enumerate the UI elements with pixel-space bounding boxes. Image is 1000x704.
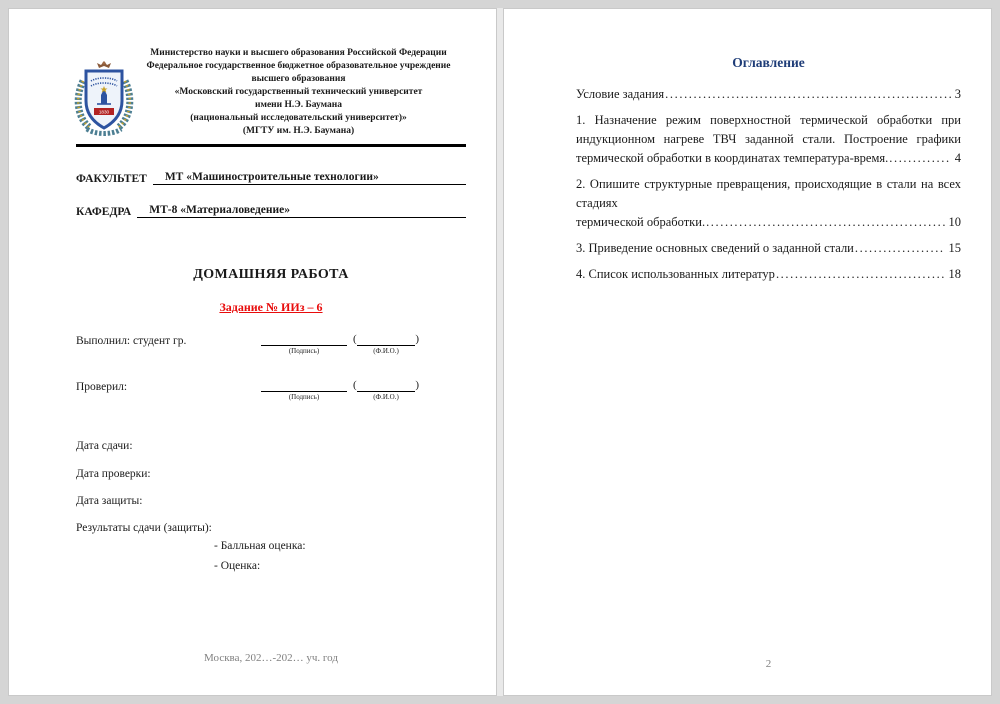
checked-signature-field [261,379,347,401]
toc-dot-leader [665,85,951,104]
emblem-year-text: 1830 [98,109,110,115]
paren-open: ( [353,379,357,391]
toc-page-number: 3 [954,87,961,101]
toc-dot-leader [706,213,944,232]
result-grade-item: - Оценка: [214,560,261,572]
university-emblem-icon [73,59,135,139]
toc-entry-text: индукционном нагреве ТВЧ заданной стали. Построение графики [576,132,961,146]
checked-label: Проверил: [76,381,128,393]
toc-entry[interactable] [576,239,961,258]
footer-city-year: Москва, 202…-202… уч. год [204,652,338,664]
signature-caption: (Подпись) [288,347,320,355]
header-line: «Московский государственный технический университет [174,87,423,97]
toc-page[interactable] [503,8,992,696]
toc-entry-text: термической обработки в координатах температура-время. [576,151,889,165]
header-line: (МГТУ им. Н.Э. Баумана) [242,126,355,136]
name-line [357,333,416,346]
paren-close: ) [415,379,419,391]
work-title: ДОМАШНЯЯ РАБОТА [193,267,349,282]
toc-page-number: 10 [948,215,961,229]
table-of-contents [576,53,961,291]
result-score-item: - Балльная оценка: [214,540,306,552]
results-label: Результаты сдачи (защиты): [76,522,212,534]
toc-entry-text: 4. Список использованных литератур [576,267,775,281]
toc-page-number: 4 [954,151,961,165]
toc-entry[interactable] [576,111,961,168]
toc-dot-leader [889,149,951,168]
document-spread [8,8,992,696]
signature-line [261,379,347,392]
toc-entry-text: Условие задания [576,87,665,101]
toc-entry-text: 3. Приведение основных сведений о заданной стали [576,241,854,255]
name-caption: (Ф.И.О.) [373,347,399,355]
toc-page-number: 15 [948,241,961,255]
name-line [357,379,416,392]
performed-label: Выполнил: студент гр. [76,335,187,347]
date-check: Дата проверки: [76,468,151,480]
header-line: (национальный исследовательский университет)» [190,113,407,123]
header-line: имени Н.Э. Баумана [255,100,342,110]
toc-entry-text: 2. Опишите структурные превращения, происходящие в стали на всех стадиях [576,177,961,210]
paren-open: ( [353,333,357,345]
toc-dot-leader [855,239,945,258]
performed-name-field [353,333,419,355]
header-line: Министерство науки и высшего образования Российской Федерации [150,48,447,58]
header-line: Федеральное государственное бюджетное образовательное учреждение [146,61,451,71]
checked-name-field [353,379,419,401]
toc-entry[interactable] [576,265,961,284]
faculty-row [76,171,466,185]
toc-page-number: 18 [948,267,961,281]
department-row [76,204,466,218]
university-header [129,47,468,138]
toc-entry[interactable] [576,85,961,104]
toc-dot-leader [776,265,945,284]
signature-line [261,333,347,346]
faculty-label: ФАКУЛЬТЕТ [76,173,147,185]
signature-caption: (Подпись) [288,393,320,401]
page-number: 2 [765,658,772,670]
toc-entry-text: 1. Назначение режим поверхностной термической обработки при [576,113,961,127]
faculty-value: МТ «Машиностроительные технологии» [153,171,466,185]
title-page[interactable] [8,8,497,696]
toc-entry-text: термической обработки. [576,215,706,229]
header-divider-rule [76,144,466,147]
toc-title: Оглавление [732,55,805,70]
paren-close: ) [415,333,419,345]
assignment-subtitle: Задание № ИИз – 6 [219,300,323,314]
performed-signature-field [261,333,347,355]
department-label: КАФЕДРА [76,206,132,218]
date-submission: Дата сдачи: [76,440,133,452]
department-value: МТ-8 «Материаловедение» [137,204,466,218]
date-defense: Дата защиты: [76,495,143,507]
name-caption: (Ф.И.О.) [373,393,399,401]
header-line: высшего образования [251,74,346,84]
toc-entry[interactable] [576,175,961,232]
